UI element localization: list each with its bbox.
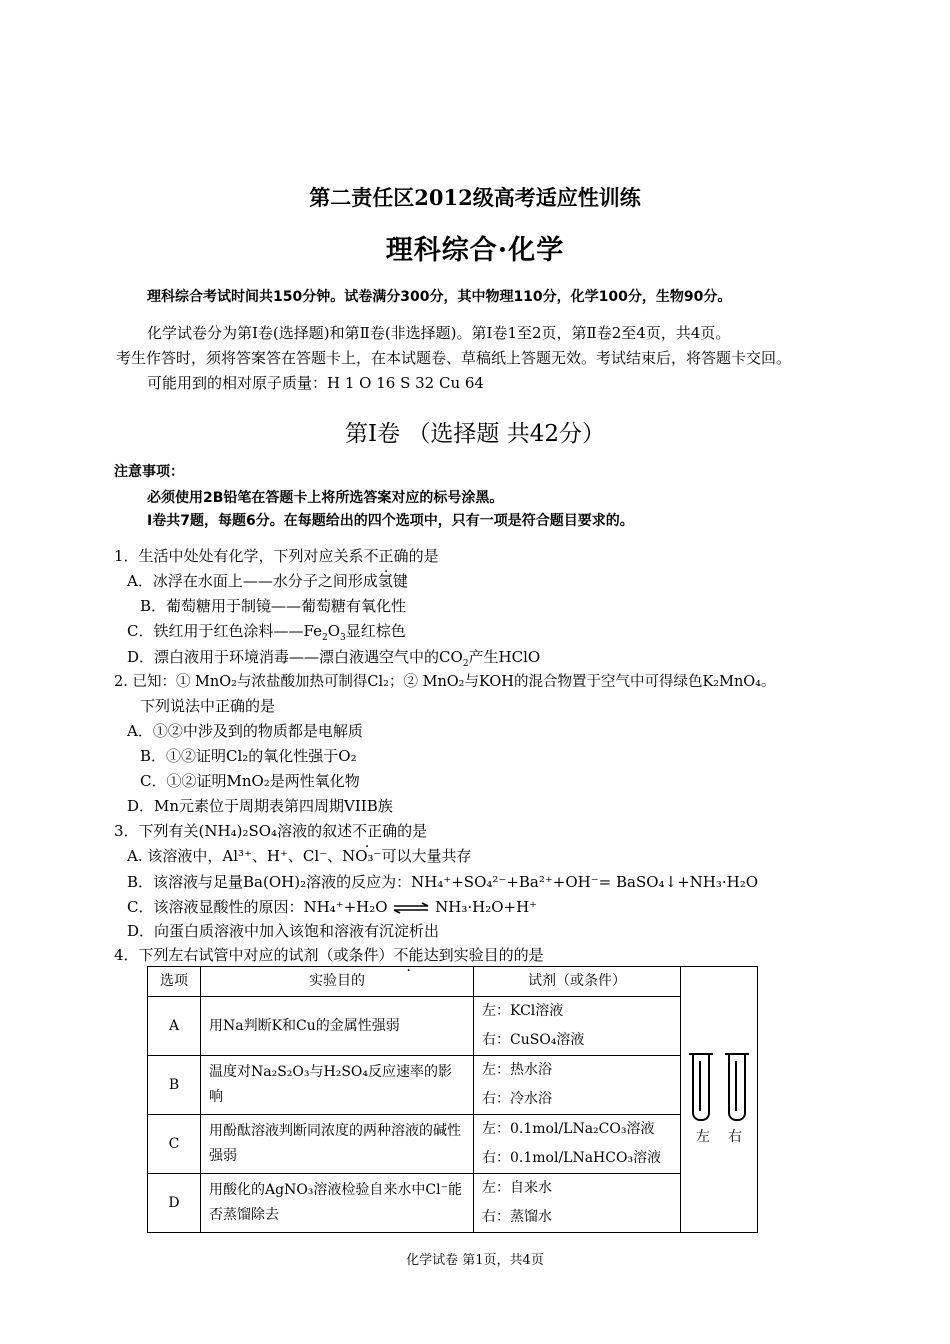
question-2-option-b: B．①②证明Cl₂的氧化性强于O₂ xyxy=(140,747,357,765)
emphasis-text: 不能 xyxy=(393,946,424,964)
question-2-option-a: A．①②中涉及到的物质都是电解质 xyxy=(127,722,363,740)
emphasis-text: 不正 xyxy=(352,822,383,840)
table-row xyxy=(148,1115,758,1145)
question-3-option-d: D．向蛋白质溶液中加入该饱和溶液有沉淀析出 xyxy=(127,922,440,940)
reagent-left-cell: 左：热水浴 xyxy=(474,1056,681,1086)
left-test-tube-icon xyxy=(692,1055,710,1121)
page-footer: 化学试卷 第1页，共4页 xyxy=(406,1253,544,1268)
question-4-stem: 4．下列左右试管中对应的试剂（或条件）不能达到实验目的的是 xyxy=(114,946,544,964)
notice-item-2: Ⅰ卷共7题，每题6分。在每题给出的四个选项中，只有一项是符合题目要求的。 xyxy=(147,513,634,529)
question-1-option-b: B．葡萄糖用于制镜——葡萄糖有氧化性 xyxy=(140,597,407,615)
table-row xyxy=(148,997,758,1027)
question-2-stem: 2. 已知：① MnO₂与浓盐酸加热可制得Cl₂；② MnO₂与KOH的混合物置于空气中可得绿色K₂MnO₄。 xyxy=(114,674,776,690)
reagent-left-cell: 左：0.1mol/LNa₂CO₃溶液 xyxy=(474,1115,681,1145)
table-header-cell: 选项 xyxy=(148,967,201,997)
atomic-mass-line: 可能用到的相对原子质量：H 1 O 16 S 32 Cu 64 xyxy=(147,374,484,392)
purpose-cell: 用酸化的AgNO₃溶液检验自来水中Cl⁻能否蒸馏除去 xyxy=(201,1174,474,1233)
reagent-right-cell: 右：冷水浴 xyxy=(474,1085,681,1115)
left-tube-label: 左 xyxy=(696,1129,710,1145)
reagent-left-cell: 左：自来水 xyxy=(474,1174,681,1204)
table-row xyxy=(148,1056,758,1086)
question-3-stem: 3．下列有关(NH₄)₂SO₄溶液的叙述不正确的是 xyxy=(114,822,428,840)
reagent-right-cell: 右：0.1mol/LNaHCO₃溶液 xyxy=(474,1144,681,1174)
purpose-cell: 温度对Na₂S₂O₃与H₂SO₄反应速率的影响 xyxy=(201,1056,474,1115)
notice-item-1: 必须使用2B铅笔在答题卡上将所选答案对应的标号涂黑。 xyxy=(147,490,504,506)
reagent-right-cell: 右：蒸馏水 xyxy=(474,1203,681,1233)
purpose-cell: 用Na判断K和Cu的金属性强弱 xyxy=(201,997,474,1056)
reagent-left-cell: 左：KCl溶液 xyxy=(474,997,681,1027)
test-tube-figure xyxy=(681,967,758,1233)
table-header-cell: 试剂（或条件） xyxy=(474,967,681,997)
equilibrium-arrow-icon xyxy=(392,902,430,914)
option-cell: B xyxy=(148,1056,201,1115)
option-cell: C xyxy=(148,1115,201,1174)
purpose-cell: 用酚酞溶液判断同浓度的两种溶液的碱性强弱 xyxy=(201,1115,474,1174)
question-2-option-c: C．①②证明MnO₂是两性氧化物 xyxy=(140,772,360,790)
option-cell: D xyxy=(148,1174,201,1233)
table-header-row xyxy=(148,967,758,997)
intro-paragraph-1: 化学试卷分为第Ⅰ卷(选择题)和第Ⅱ卷(非选择题)。第Ⅰ卷1至2页，第Ⅱ卷2至4页，共4页。 xyxy=(147,324,731,342)
right-tube-label: 右 xyxy=(728,1129,742,1145)
question-2-option-d: D．Mn元素位于周期表第四周期VIIB族 xyxy=(127,797,393,815)
question-1-option-d: D．漂白液用于环境消毒——漂白液遇空气中的$CO_2$产生HClO xyxy=(127,648,541,669)
page-title: 第二责任区2012级高考适应性训练 xyxy=(309,185,641,210)
right-test-tube-icon xyxy=(728,1055,746,1121)
question-3-option-c: C．该溶液显酸性的原因：NH₄⁺+H₂O NH₃·H₂O+H⁺ xyxy=(127,898,538,916)
question-3-option-b: B．该溶液与足量Ba(OH)₂溶液的反应为：NH₄⁺+SO₄²⁻+Ba²⁺+OH⁻= BaSO₄↓+NH₃·H₂O xyxy=(127,873,759,891)
reagent-right-cell: 右：CuSO₄溶液 xyxy=(474,1026,681,1056)
question-1-option-a: A．冰浮在水面上——水分子之间形成氢键 xyxy=(127,572,408,590)
page-subtitle: 理科综合·化学 xyxy=(385,235,565,266)
emphasis-text: 不正确 xyxy=(363,547,409,565)
question-1-stem: 1．生活中处处有化学，下列对应关系不正确的是 xyxy=(114,547,439,565)
table-row xyxy=(148,1174,758,1204)
intro-paragraph-2: 考生作答时，须将答案答在答题卡上，在本试题卷、草稿纸上答题无效。考试结束后，将答题卡交回。 xyxy=(116,349,792,367)
experiment-table xyxy=(147,966,758,1233)
question-3-option-a: A. 该溶液中，Al³⁺、H⁺、Cl⁻、NO₃⁻可以大量共存 xyxy=(127,847,472,865)
question-2-stem-cont: 下列说法中正确的是 xyxy=(140,697,276,715)
question-1-option-c: C．铁红用于红色涂料$——Fe_2O_3$显红棕色 xyxy=(127,622,406,643)
table-header-cell: 实验目的 xyxy=(201,967,474,997)
option-cell: A xyxy=(148,997,201,1056)
notice-label: 注意事项： xyxy=(114,464,184,480)
exam-time-line: 理科综合考试时间共150分钟。试卷满分300分，其中物理110分，化学100分，生物90分。 xyxy=(147,289,732,305)
section-heading: 第Ⅰ卷 （选择题 共42分） xyxy=(345,421,605,447)
